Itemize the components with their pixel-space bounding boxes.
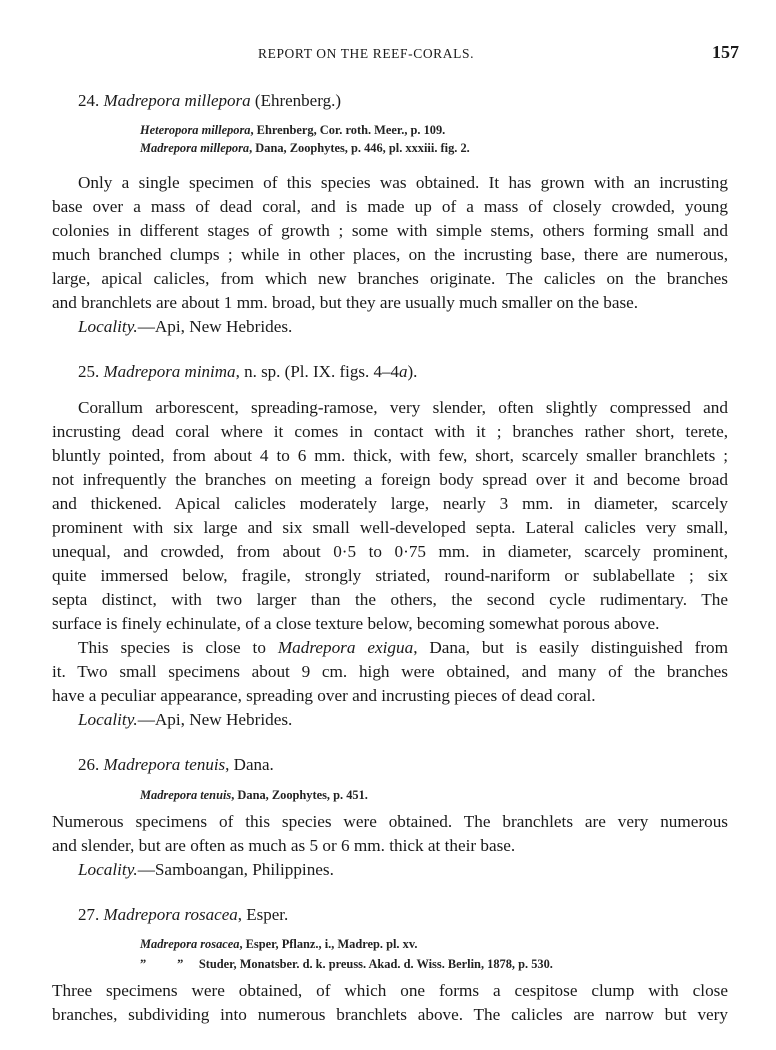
text-run: Numerous specimens of this species were obtained. The branchlets are very numerous	[52, 812, 728, 831]
italic-text: Madrepora tenuis	[140, 788, 232, 802]
text-run: large, apical calicles, from which new branches originate. The calicles on the branches	[52, 269, 728, 288]
text-line	[52, 811, 728, 833]
text-run: Corallum arborescent, spreading-ramose, very slender, often slightly compressed and	[78, 398, 728, 417]
running-title: REPORT ON THE REEF-CORALS.	[258, 46, 475, 61]
italic-text: Heteropora millepora	[140, 123, 251, 137]
italic-text: Madrepora rosacea	[140, 937, 240, 951]
text-line	[52, 445, 728, 467]
italic-text: Madrepora exigua	[277, 638, 414, 657]
text-line	[52, 517, 728, 539]
text-line	[52, 196, 728, 218]
text-run: , Dana, Zoophytes, p. 446, pl. xxxiii. fig. 2.	[249, 141, 470, 155]
text-line	[52, 589, 728, 611]
text-line	[52, 292, 728, 314]
italic-text: Locality.	[78, 710, 138, 729]
text-run: , n. sp. (Pl. IX. figs. 4–4	[235, 362, 399, 381]
text-run: Three specimens were obtained, of which one forms a cespitose clump with close	[52, 981, 728, 1000]
text-run: ” ” Studer, Monatsber. d. k. preuss. Akad. d. Wiss. Berlin, 1878, p. 530.	[140, 957, 553, 971]
text-line	[78, 397, 728, 419]
text-run: not infrequently the branches on meeting a foreign body spread over it and become broad	[52, 470, 728, 489]
text-run: —Api, New Hebrides.	[137, 710, 293, 729]
text-run: ).	[407, 362, 418, 381]
synonym-line	[140, 784, 700, 806]
text-run: 27.	[78, 905, 104, 924]
text-run: quite immersed below, fragile, strongly striated, round-nariform or sublabellate ; six	[52, 566, 728, 585]
italic-text: Madrepora minima	[103, 362, 236, 381]
text-run: , Dana, but is easily distinguished from	[413, 638, 728, 657]
text-run: This species is close to	[78, 638, 278, 657]
species-heading	[78, 904, 754, 926]
text-run: branches, subdividing into numerous branchlets above. The calicles are narrow but very	[52, 1005, 728, 1024]
text-line	[52, 613, 728, 635]
species-heading	[78, 754, 754, 776]
text-run: , Dana, Zoophytes, p. 451.	[231, 788, 368, 802]
text-run: (Ehrenberg.)	[250, 91, 341, 110]
text-run: and branchlets are about 1 mm. broad, but they are usually much smaller on the base.	[52, 293, 639, 312]
text-run: much branched clumps ; while in other places, on the incrusting base, there are numerous,	[52, 245, 728, 264]
text-run: , Ehrenberg, Cor. roth. Meer., p. 109.	[250, 123, 446, 137]
text-run: and slender, but are often as much as 5 or 6 mm. thick at their base.	[52, 836, 516, 855]
synonym-line	[140, 137, 700, 159]
text-line	[78, 637, 728, 659]
synonym-line	[140, 953, 700, 975]
italic-text: Locality.	[78, 317, 138, 336]
text-line	[52, 469, 728, 491]
text-run: Only a single specimen of this species was obtained. It has grown with an incrusting	[78, 173, 728, 192]
text-line	[52, 268, 728, 290]
text-line	[52, 565, 728, 587]
text-line	[52, 244, 728, 266]
text-line	[52, 980, 728, 1002]
text-run: septa distinct, with two larger than the others, the second cycle rudimentary. The	[52, 590, 728, 609]
species-heading	[78, 361, 754, 383]
text-line	[78, 709, 728, 731]
text-run: 24.	[78, 91, 104, 110]
italic-text: Madrepora rosacea	[103, 905, 238, 924]
text-run: colonies in different stages of growth ; some with simple stems, others forming small and	[52, 221, 728, 240]
text-run: —Samboangan, Philippines.	[137, 860, 334, 879]
text-run: , Esper, Pflanz., i., Madrep. pl. xv.	[239, 937, 418, 951]
text-run: , Dana.	[225, 755, 274, 774]
text-line	[52, 220, 728, 242]
text-line	[52, 493, 728, 515]
text-run: 25.	[78, 362, 104, 381]
page-number: 157	[712, 42, 739, 62]
text-run: 26.	[78, 755, 104, 774]
text-line	[52, 541, 728, 563]
text-run: prominent with six large and six small well-developed septa. Lateral calicles very small,	[52, 518, 728, 537]
text-line	[52, 685, 728, 707]
text-run: surface is finely echinulate, of a close texture below, becoming somewhat porous above.	[52, 614, 660, 633]
text-run: incrusting dead coral where it comes in contact with it ; branches rather short, terete,	[52, 422, 728, 441]
text-line	[78, 859, 728, 881]
italic-text: Locality.	[78, 860, 138, 879]
text-run: unequal, and crowded, from about 0·5 to 0·75 mm. in diameter, scarcely prominent,	[52, 542, 728, 561]
synonym-line	[140, 933, 700, 955]
text-line	[78, 316, 728, 338]
text-line	[52, 661, 728, 683]
text-line	[52, 1004, 728, 1026]
italic-text: a	[398, 362, 408, 381]
italic-text: Madrepora tenuis	[103, 755, 226, 774]
italic-text: Madrepora millepora	[140, 141, 250, 155]
italic-text: Madrepora millepora	[103, 91, 251, 110]
text-run: have a peculiar appearance, spreading over and incrusting pieces of dead coral.	[52, 686, 596, 705]
text-run: base over a mass of dead coral, and is made up of a mass of closely crowded, young	[52, 197, 728, 216]
text-run: , Esper.	[237, 905, 289, 924]
species-heading	[78, 90, 754, 112]
text-line	[78, 172, 728, 194]
text-line	[52, 835, 728, 857]
text-run: —Api, New Hebrides.	[137, 317, 293, 336]
text-run: bluntly pointed, from about 4 to 6 mm. thick, with few, short, scarcely smaller branchlets ;	[52, 446, 728, 465]
text-line	[52, 421, 728, 443]
text-run: and thickened. Apical calicles moderately large, nearly 3 mm. in diameter, scarcely	[52, 494, 728, 513]
text-run: it. Two small specimens about 9 cm. high were obtained, and many of the branches	[52, 662, 728, 681]
